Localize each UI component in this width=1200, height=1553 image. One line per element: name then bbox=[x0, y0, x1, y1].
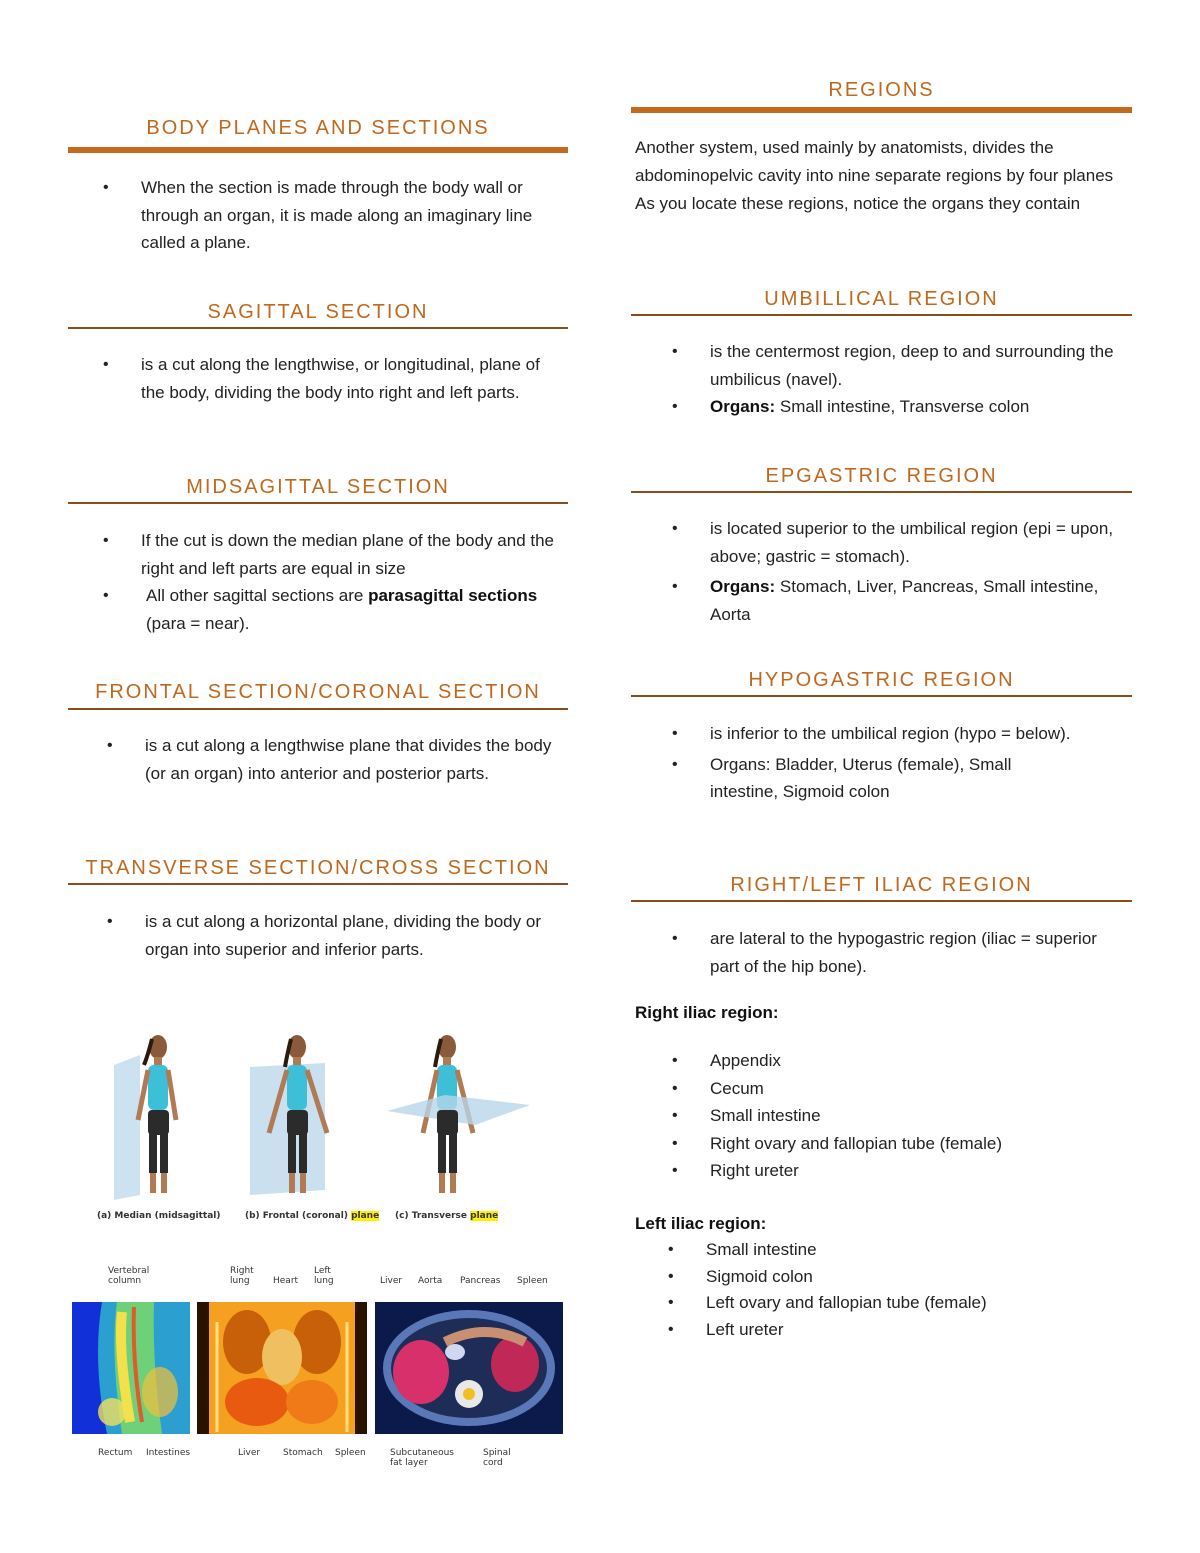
label-left-lung: Left lung bbox=[314, 1266, 334, 1286]
transverse-plane-illustration bbox=[385, 1025, 535, 1205]
label-spleen-b: Spleen bbox=[335, 1448, 366, 1458]
caption-median: (a) Median (midsagittal) bbox=[97, 1211, 221, 1221]
label-vertebral-column: Vertebral column bbox=[108, 1266, 150, 1286]
hypogastric-heading: HYPOGASTRIC REGION bbox=[748, 669, 1015, 691]
umbilical-heading: UMBILLICAL REGION bbox=[764, 288, 999, 310]
left-iliac-label: Left iliac region: bbox=[635, 1214, 767, 1233]
label-stomach: Stomach bbox=[283, 1448, 323, 1458]
list-item: • Small intestine bbox=[672, 1106, 821, 1125]
label-rectum: Rectum bbox=[98, 1448, 133, 1458]
transverse-plane bbox=[387, 1095, 530, 1125]
intro-list bbox=[103, 174, 566, 257]
heading-rule bbox=[631, 695, 1132, 697]
iliac-list bbox=[672, 925, 1110, 980]
list-item: • Right ureter bbox=[672, 1161, 799, 1180]
heading-rule bbox=[68, 502, 568, 504]
label-subcutaneous: Subcutaneous fat layer bbox=[390, 1448, 454, 1468]
mri-scans-figure bbox=[70, 1262, 565, 1477]
list-item: • Organs: Bladder, Uterus (female), Small intestine, Sigmoid colon bbox=[672, 754, 1012, 801]
frontal-list bbox=[107, 732, 569, 787]
list-item: • Organs: Stomach, Liver, Pancreas, Small intestine, Aorta bbox=[672, 577, 1099, 624]
list-item: • Cecum bbox=[672, 1078, 764, 1098]
body-planes-figure bbox=[85, 1025, 555, 1225]
hypogastric-list bbox=[672, 720, 1080, 806]
midsagittal-heading: MIDSAGITTAL SECTION bbox=[186, 476, 450, 498]
list-item: • Left ovary and fallopian tube (female) bbox=[668, 1293, 987, 1312]
label-intestines: Intestines bbox=[146, 1448, 191, 1458]
list-item: • is inferior to the umbilical region (hypo = below). bbox=[672, 724, 1071, 743]
heading-rule bbox=[631, 314, 1132, 316]
right-iliac-list bbox=[672, 1047, 1130, 1185]
heading-rule bbox=[631, 900, 1132, 902]
regions-heading: REGIONS bbox=[828, 79, 935, 101]
midsagittal-plane bbox=[114, 1055, 140, 1200]
transverse-ct-scan bbox=[375, 1302, 563, 1434]
list-item: • Right ovary and fallopian tube (female) bbox=[672, 1133, 1002, 1153]
label-spinal-cord: Spinal cord bbox=[483, 1448, 511, 1468]
list-item: • When the section is made through the body wall or through an organ, it is made along an imaginary line called a plane. bbox=[103, 178, 533, 252]
label-pancreas: Pancreas bbox=[460, 1276, 501, 1286]
median-plane-illustration bbox=[110, 1025, 210, 1205]
caption-transverse: (c) Transverse plane bbox=[395, 1211, 499, 1221]
label-heart: Heart bbox=[273, 1276, 299, 1286]
label-right-lung: Right lung bbox=[230, 1266, 254, 1286]
list-item: • are lateral to the hypogastric region (iliac = superior part of the hip bone). bbox=[672, 929, 1097, 976]
list-item: • is a cut along the lengthwise, or longitudinal, plane of the body, dividing the body into right and left parts. bbox=[103, 355, 540, 402]
label-spleen-c: Spleen bbox=[517, 1276, 548, 1286]
frontal-plane-illustration bbox=[245, 1025, 355, 1205]
heading-rule bbox=[68, 147, 568, 153]
caption-frontal: (b) Frontal (coronal) plane bbox=[245, 1211, 380, 1221]
sagittal-heading: SAGITTAL SECTION bbox=[207, 301, 429, 323]
right-iliac-label: Right iliac region: bbox=[635, 1003, 779, 1022]
label-aorta: Aorta bbox=[418, 1276, 443, 1286]
heading-rule bbox=[631, 491, 1132, 493]
list-item: • All other sagittal sections are parasagittal sections (para = near). bbox=[103, 586, 538, 633]
heading-rule bbox=[68, 883, 568, 885]
transverse-heading: TRANSVERSE SECTION/CROSS SECTION bbox=[85, 857, 551, 879]
epigastric-heading: EPGASTRIC REGION bbox=[765, 465, 998, 487]
transverse-list bbox=[107, 908, 569, 963]
sagittal-list bbox=[103, 351, 551, 406]
frontal-heading: FRONTAL SECTION/CORONAL SECTION bbox=[95, 681, 541, 703]
list-item: • is a cut along a horizontal plane, dividing the body or organ into superior and inferior parts. bbox=[107, 912, 541, 959]
body-planes-heading: BODY PLANES AND SECTIONS bbox=[146, 117, 490, 139]
iliac-heading: RIGHT/LEFT ILIAC REGION bbox=[730, 874, 1033, 896]
list-item: • is the centermost region, deep to and surrounding the umbilicus (navel). bbox=[672, 342, 1114, 389]
heading-rule bbox=[68, 708, 568, 710]
heading-rule bbox=[631, 107, 1132, 113]
list-item: • If the cut is down the median plane of the body and the right and left parts are equal in size bbox=[103, 531, 555, 578]
label-liver-c: Liver bbox=[380, 1276, 403, 1286]
label-liver-b: Liver bbox=[238, 1448, 261, 1458]
list-item: • Small intestine bbox=[668, 1240, 817, 1259]
umbilical-list bbox=[672, 338, 1130, 421]
heading-rule bbox=[68, 327, 568, 329]
epigastric-list bbox=[672, 515, 1130, 628]
regions-intro: Another system, used mainly by anatomists, divides the abdominopelvic cavity into nine separate regions by four planes As you locate these regions, notice the organs they contain bbox=[635, 138, 1114, 213]
list-item: • Appendix bbox=[672, 1051, 781, 1070]
left-iliac-list bbox=[668, 1237, 1126, 1343]
list-item: • is a cut along a lengthwise plane that divides the body (or an organ) into anterior and posterior parts. bbox=[107, 736, 552, 783]
coronal-mri-scan bbox=[197, 1302, 367, 1434]
sagittal-mri-scan bbox=[72, 1302, 190, 1434]
list-item: • is located superior to the umbilical region (epi = upon, above; gastric = stomach). bbox=[672, 519, 1114, 566]
list-item: • Left ureter bbox=[668, 1319, 784, 1339]
midsagittal-list bbox=[103, 527, 566, 637]
list-item: • Sigmoid colon bbox=[668, 1266, 813, 1286]
list-item: • Organs: Small intestine, Transverse colon bbox=[672, 397, 1030, 416]
